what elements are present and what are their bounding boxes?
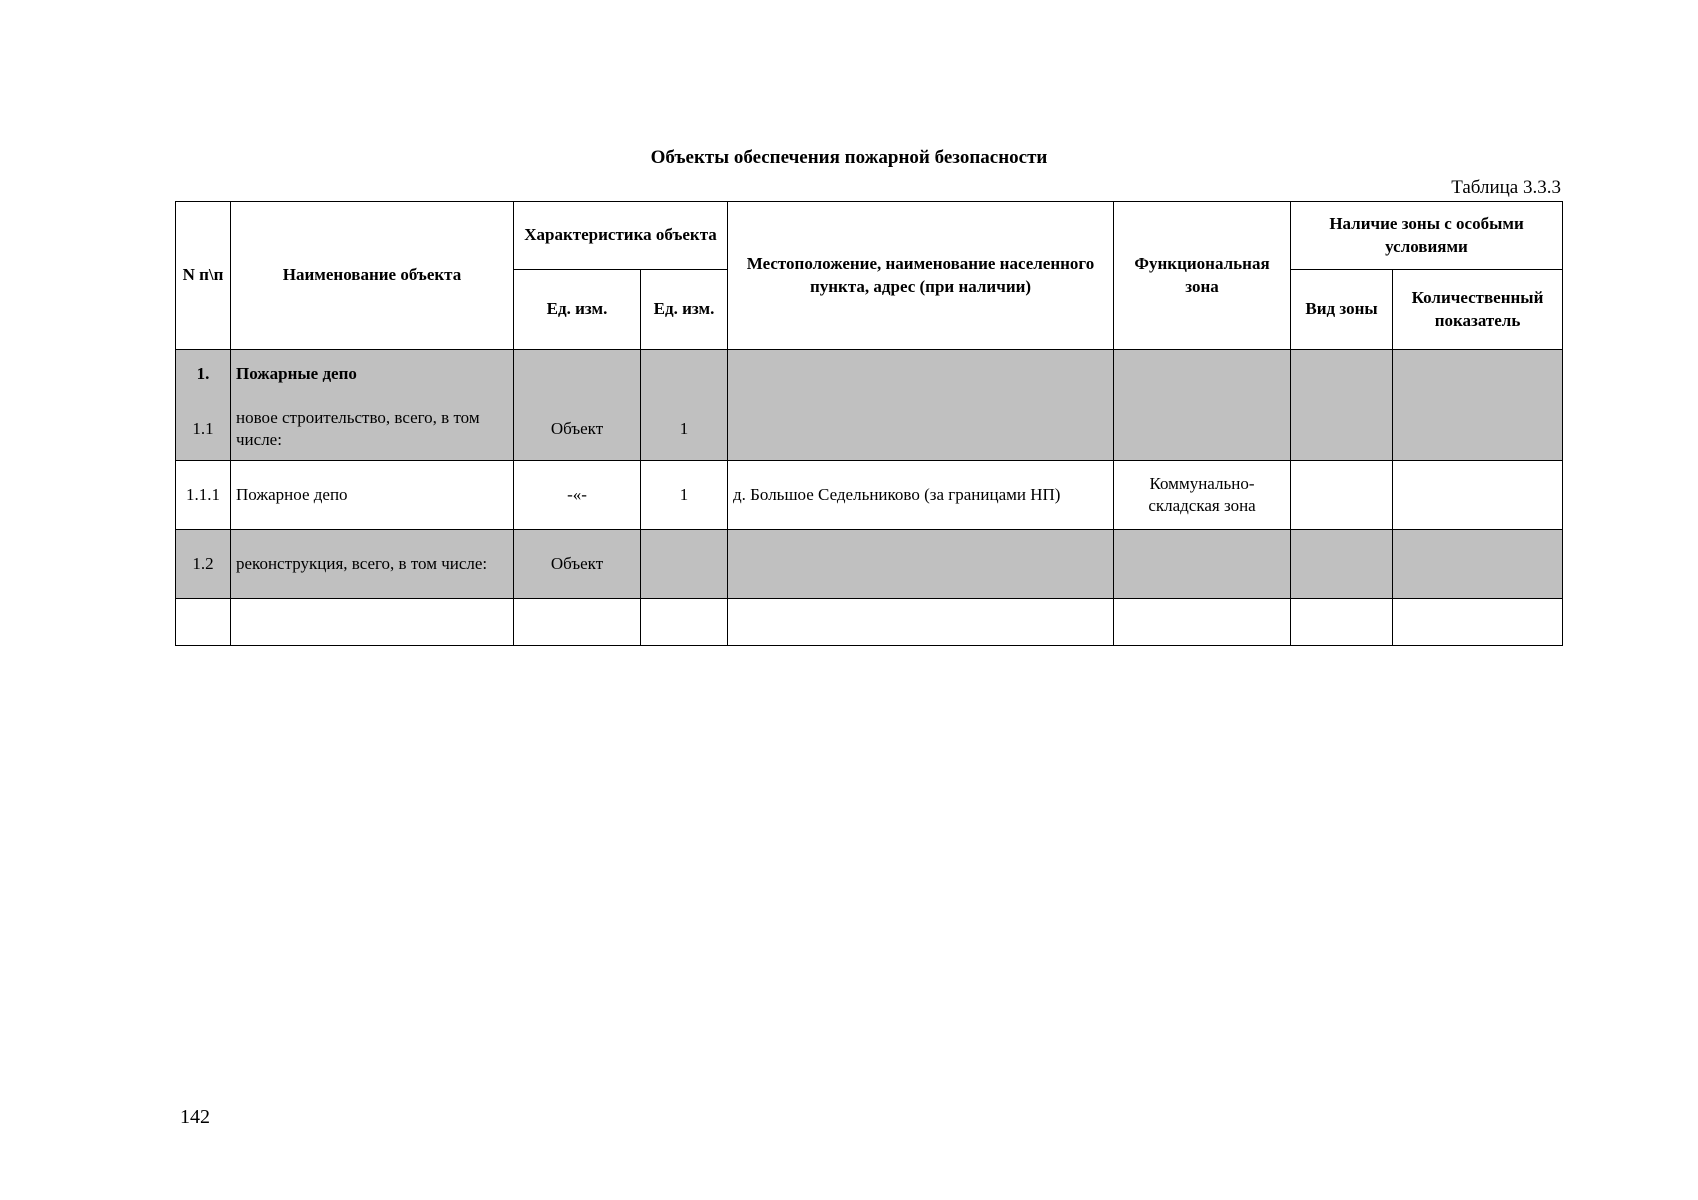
cell-zone-type	[1291, 530, 1393, 599]
cell-zone-type	[1291, 350, 1393, 399]
cell-value: 1	[641, 398, 728, 461]
header-zone-type: Вид зоны	[1291, 270, 1393, 350]
cell-func-zone	[1114, 599, 1291, 646]
header-func-zone: Функциональная зона	[1114, 202, 1291, 350]
cell-zone-type	[1291, 461, 1393, 530]
cell-quantity	[1393, 599, 1563, 646]
table-row-section	[176, 350, 1563, 399]
cell-location: д. Большое Седельниково (за границами НП)	[728, 461, 1114, 530]
cell-quantity	[1393, 398, 1563, 461]
cell-func-zone	[1114, 398, 1291, 461]
header-row-top	[176, 202, 1563, 270]
table-label: Таблица 3.3.3	[1451, 177, 1561, 198]
cell-func-zone: Коммунально-складская зона	[1114, 461, 1291, 530]
document-title: Объекты обеспечения пожарной безопасности	[650, 147, 1048, 168]
cell-unit: Объект	[514, 398, 641, 461]
cell-func-zone	[1114, 350, 1291, 399]
header-quantity: Количественный показатель	[1393, 270, 1563, 350]
header-location: Местоположение, наименование населенного пункта, адрес (при наличии)	[728, 202, 1114, 350]
table-row	[176, 398, 1563, 461]
cell-unit: Объект	[514, 530, 641, 599]
cell-value: 1	[641, 461, 728, 530]
cell-name: Пожарные депо	[231, 350, 514, 399]
cell-func-zone	[1114, 530, 1291, 599]
cell-name	[231, 599, 514, 646]
cell-quantity	[1393, 350, 1563, 399]
cell-num: 1.	[176, 350, 231, 399]
cell-zone-type	[1291, 398, 1393, 461]
cell-name: Пожарное депо	[231, 461, 514, 530]
cell-num: 1.1.1	[176, 461, 231, 530]
cell-name: новое строительство, всего, в том числе:	[231, 398, 514, 461]
cell-location	[728, 350, 1114, 399]
cell-unit	[514, 350, 641, 399]
header-name: Наименование объекта	[231, 202, 514, 350]
page-number: 142	[180, 1106, 210, 1128]
cell-value	[641, 599, 728, 646]
cell-quantity	[1393, 461, 1563, 530]
fire-safety-table	[175, 201, 1563, 646]
cell-quantity	[1393, 530, 1563, 599]
cell-location	[728, 530, 1114, 599]
cell-zone-type	[1291, 599, 1393, 646]
cell-value	[641, 530, 728, 599]
header-unit-2: Ед. изм.	[641, 270, 728, 350]
cell-num: 1.2	[176, 530, 231, 599]
header-unit-1: Ед. изм.	[514, 270, 641, 350]
cell-unit: -«-	[514, 461, 641, 530]
cell-value	[641, 350, 728, 399]
header-special-zone: Наличие зоны с особыми условиями	[1291, 202, 1563, 270]
header-num: N п\п	[176, 202, 231, 350]
cell-num: 1.1	[176, 398, 231, 461]
cell-location	[728, 599, 1114, 646]
table-row-empty	[176, 599, 1563, 646]
cell-unit	[514, 599, 641, 646]
cell-num	[176, 599, 231, 646]
cell-name: реконструкция, всего, в том числе:	[231, 530, 514, 599]
table-row	[176, 461, 1563, 530]
cell-location	[728, 398, 1114, 461]
header-characteristic: Характеристика объекта	[514, 202, 728, 270]
table-row	[176, 530, 1563, 599]
